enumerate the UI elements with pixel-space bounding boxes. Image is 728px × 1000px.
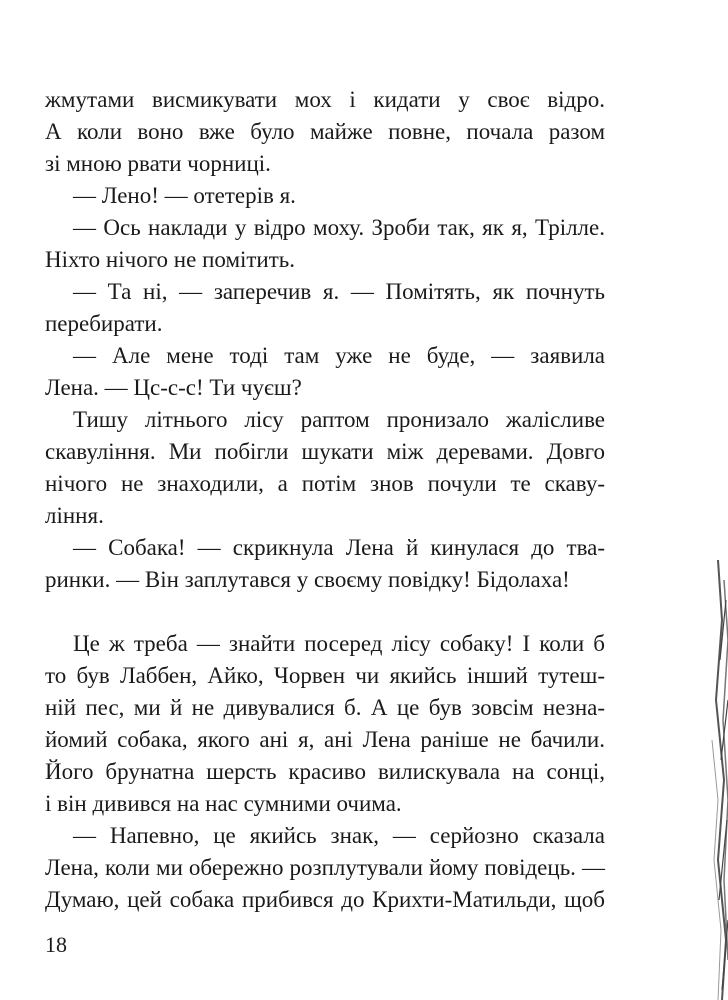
text-line: нічого не знаходили, а потім знов почули те скаву- [45, 471, 605, 496]
text-line: жмутами висмикувати мох і кидати у своє відро. [45, 87, 605, 112]
text-line: — Ось наклади у відро моху. Зроби так, як я, Трілле. [73, 215, 605, 240]
text-line: і він дивився на нас сумними очима. [45, 791, 402, 816]
text-line: скавуління. Ми побігли шукати між деревами. Довго [45, 439, 605, 464]
text-line: зі мною рвати чорниці. [45, 151, 271, 176]
text-line: Лена. — Цс-с-с! Ти чуєш? [45, 375, 302, 400]
text-line: то був Лаббен, Айко, Чорвен чи якийсь інший тутеш- [45, 663, 605, 688]
pencil-sketch-illustration [688, 0, 728, 1000]
text-line: ній пес, ми й не дивувалися б. А це був зовсім незна- [45, 695, 605, 720]
text-line: Думаю, цей собака прибився до Крихти-Матильди, щоб [45, 887, 605, 912]
text-line: А коли воно вже було майже повне, почала разом [45, 119, 605, 144]
text-line: Його брунатна шерсть красиво вилискувала на сонці, [45, 759, 605, 784]
text-line: — Напевно, це якийсь знак, — серйозно сказала [73, 823, 605, 848]
text-line: — Собака! — скрикнула Лена й кинулася до тва- [73, 535, 605, 560]
text-line: перебирати. [45, 311, 163, 336]
text-line: йомий собака, якого ані я, ані Лена раніше не бачили. [45, 727, 605, 752]
text-line: — Лено! — отетерів я. [73, 183, 296, 208]
page-number: 18 [45, 932, 67, 957]
text-line: ління. [45, 503, 104, 528]
text-line: — Але мене тоді там уже не буде, — заявила [73, 343, 605, 368]
text-line: Ніхто нічого не помітить. [45, 247, 296, 272]
text-line: Тишу літнього лісу раптом пронизало жалісливе [73, 407, 605, 432]
text-line: ринки. — Він заплутався у своєму повідку! Бідолаха! [45, 567, 570, 592]
text-line: Це ж треба — знайти посеред лісу собаку! І коли б [73, 631, 605, 656]
text-line: Лена, коли ми обережно розплутували йому повідець. — [45, 855, 605, 880]
text-line: — Та ні, — заперечив я. — Помітять, як почнуть [73, 279, 605, 304]
